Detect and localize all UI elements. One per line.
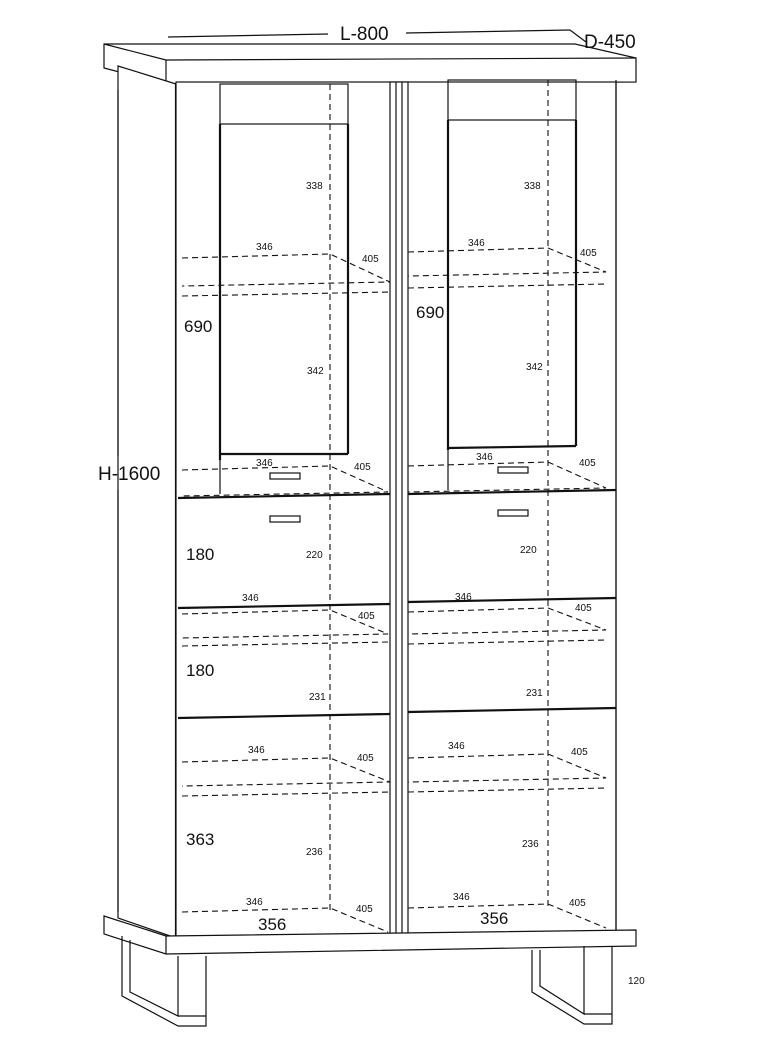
right-shelf2-width: 346 (476, 452, 493, 463)
left-shelf2-depth: 405 (354, 462, 371, 473)
right-shelf1-depth: 405 (580, 248, 597, 259)
left-lower-shelf-width: 346 (248, 745, 265, 756)
left-drawer1-inner: 220 (306, 550, 323, 561)
left-shelf1-depth: 405 (362, 254, 379, 265)
left-drawer1-width: 346 (242, 593, 259, 604)
right-lower-inner: 236 (522, 839, 539, 850)
left-lower-shelf-depth: 405 (357, 753, 374, 764)
left-door-width: 356 (258, 915, 287, 934)
right-door-width: 356 (480, 909, 509, 928)
right-lower-shelf-depth: 405 (571, 747, 588, 758)
leg-height-label: 120 (628, 976, 645, 987)
right-shelf2-depth: 405 (579, 458, 596, 469)
left-side-panel (118, 66, 176, 938)
left-bottom-depth: 405 (356, 904, 373, 915)
length-label: L-800 (340, 24, 389, 45)
left-bottom-width: 346 (246, 897, 263, 908)
right-shelf1-width: 346 (468, 238, 485, 249)
right-upper-height: 690 (416, 303, 445, 322)
right-lower-shelf-width: 346 (448, 741, 465, 752)
left-lower-inner: 236 (306, 847, 323, 858)
right-drawer2-inner: 231 (526, 688, 543, 699)
left-lower-front: 363 (186, 830, 215, 849)
right-drawer1-inner: 220 (520, 545, 537, 556)
left-glass-top: 338 (306, 181, 323, 192)
front-frame (176, 80, 616, 938)
right-drawer1-depth: 405 (575, 603, 592, 614)
right-bottom-width: 346 (453, 892, 470, 903)
left-drawer2-inner: 231 (309, 692, 326, 703)
left-drawer1-front: 180 (186, 545, 215, 564)
right-bottom-depth: 405 (569, 898, 586, 909)
height-label: H-1600 (98, 464, 161, 485)
top-panel (104, 44, 636, 84)
depth-label: D-450 (584, 32, 636, 53)
left-drawer2-front: 180 (186, 661, 215, 680)
right-glass-bottom: 342 (526, 362, 543, 373)
left-shelf1-width: 346 (256, 242, 273, 253)
right-leg (532, 946, 612, 1024)
left-upper-height: 690 (184, 317, 213, 336)
left-shelf2-width: 346 (256, 458, 273, 469)
right-glass-top: 338 (524, 181, 541, 192)
left-glass-bottom: 342 (307, 366, 324, 377)
right-drawer1-width: 346 (455, 592, 472, 603)
left-drawer1-depth: 405 (358, 611, 375, 622)
